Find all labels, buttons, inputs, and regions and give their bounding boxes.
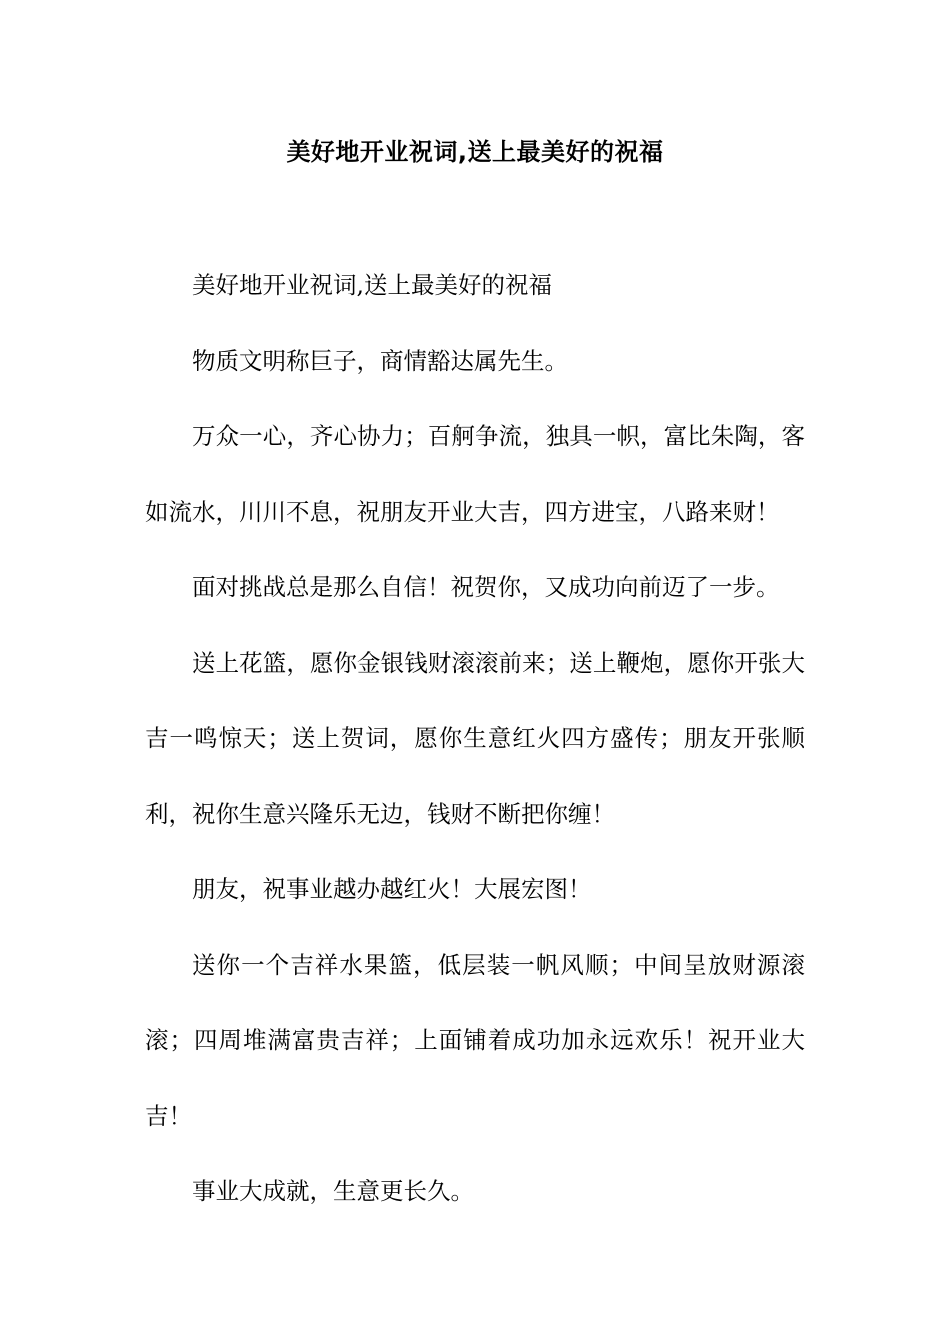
paragraph: 朋友，祝事业越办越红火！大展宏图！: [192, 875, 592, 903]
document-body: [145, 248, 805, 1230]
paragraph: 事业大成就，生意更长久。: [192, 1177, 474, 1205]
document-title: 美好地开业祝词,送上最美好的祝福: [286, 138, 664, 166]
paragraph: 万众一心，齐心协力；百舸争流，独具一帜，富比朱陶，客如流水，川川不息，祝朋友开业大吉，四方进宝，八路来财！: [145, 422, 805, 526]
paragraph: 送上花篮，愿你金银钱财滚滚前来；送上鞭炮，愿你开张大吉一鸣惊天；送上贺词，愿你生意红火四方盛传；朋友开张顺利，祝你生意兴隆乐无边，钱财不断把你缠！: [145, 648, 805, 828]
paragraph: 美好地开业祝词,送上最美好的祝福: [192, 271, 552, 299]
paragraph: 面对挑战总是那么自信！祝贺你，又成功向前迈了一步。: [192, 573, 780, 601]
paragraph: 送你一个吉祥水果篮，低层装一帆风顺；中间呈放财源滚滚；四周堆满富贵吉祥；上面铺着成功加永远欢乐！祝开业大吉！: [145, 950, 805, 1130]
paragraph: 物质文明称巨子，商情豁达属先生。: [192, 346, 568, 375]
